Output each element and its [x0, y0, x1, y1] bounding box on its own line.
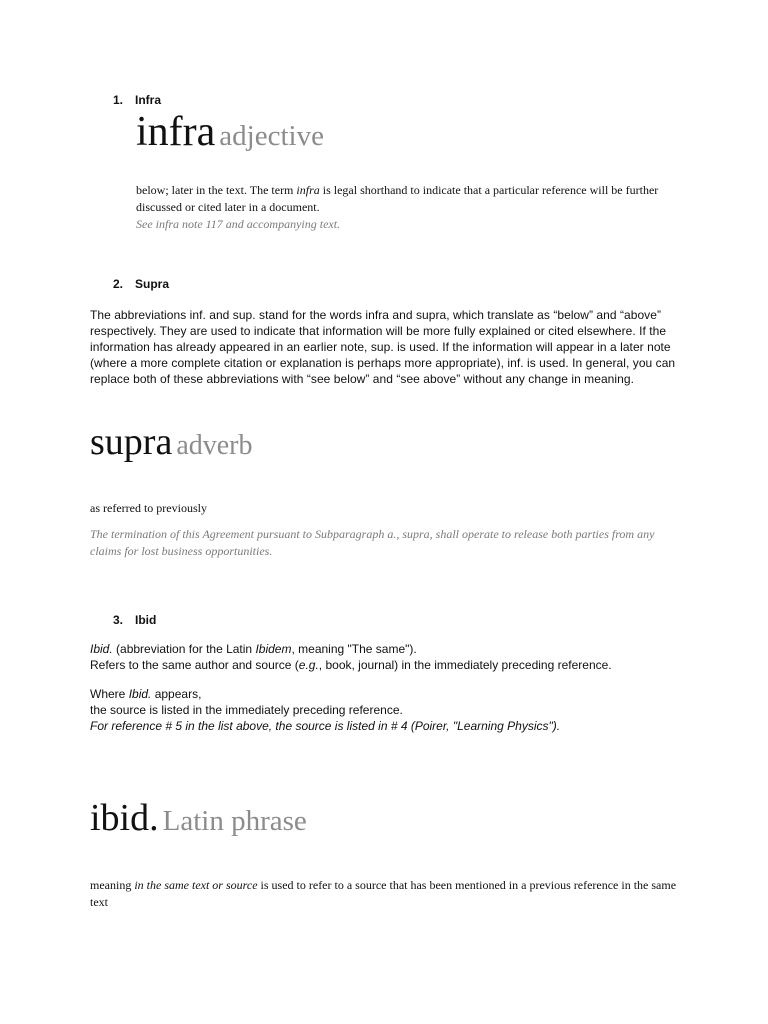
ibid-line-3: Where Ibid. appears, — [90, 687, 202, 701]
section-number: 1. — [113, 93, 124, 107]
section-title: Infra — [135, 93, 162, 107]
ibid-line-2: Refers to the same author and source (e.g., book, journal) in the immediately preceding reference. — [90, 658, 612, 672]
part-of-speech: adjective — [219, 120, 324, 152]
section-number: 3. — [113, 613, 124, 627]
term-headword-infra — [136, 108, 324, 156]
term-headword-ibid — [90, 796, 307, 840]
definition-infra: below; later in the text. The term infra is legal shorthand to indicate that a particular reference will be further discussed or cited later in a document. — [136, 183, 659, 214]
example-supra: The termination of this Agreement pursuant to Subparagraph a., supra, shall operate to release both parties from any claims for lost business opportunities. — [90, 527, 655, 558]
supra-explanation: The abbreviations inf. and sup. stand for the words infra and supra, which translate as “below” and “above” respectively. They are used to indicate that information will be more fully explained or cited elsewhere. If the information has already appeared in an earlier note, sup. is used. If the information will appear in a later note (where a more complete citation or explanation is perhaps more appropriate), inf. is used. In general, you can replace both of these abbreviations with “see below” and “see above” without any change in meaning. — [90, 308, 676, 386]
term-word: ibid. — [90, 797, 159, 839]
section-heading-supra — [113, 277, 169, 291]
section-title: Ibid — [135, 613, 157, 627]
ibid-line-1: Ibid. (abbreviation for the Latin Ibidem, meaning "The same"). — [90, 642, 417, 656]
example-infra: See infra note 117 and accompanying text. — [136, 217, 341, 231]
ibid-line-4: the source is listed in the immediately preceding reference. — [90, 703, 403, 717]
term-headword-supra — [90, 420, 253, 464]
section-title: Supra — [135, 277, 170, 291]
ibid-example: For reference # 5 in the list above, the source is listed in # 4 (Poirer, "Learning Physics"). — [90, 719, 561, 733]
term-word: supra — [90, 421, 173, 463]
term-word: infra — [136, 109, 216, 155]
section-number: 2. — [113, 277, 124, 291]
part-of-speech: adverb — [176, 430, 253, 461]
section-heading-infra — [113, 93, 161, 107]
definition-supra: as referred to previously — [90, 501, 207, 515]
section-heading-ibid — [113, 613, 156, 627]
ibid-explanation — [90, 641, 690, 734]
part-of-speech: Latin phrase — [162, 805, 307, 837]
definition-ibid: meaning in the same text or source is used to refer to a source that has been mentioned in a previous reference in the same text — [90, 878, 677, 909]
